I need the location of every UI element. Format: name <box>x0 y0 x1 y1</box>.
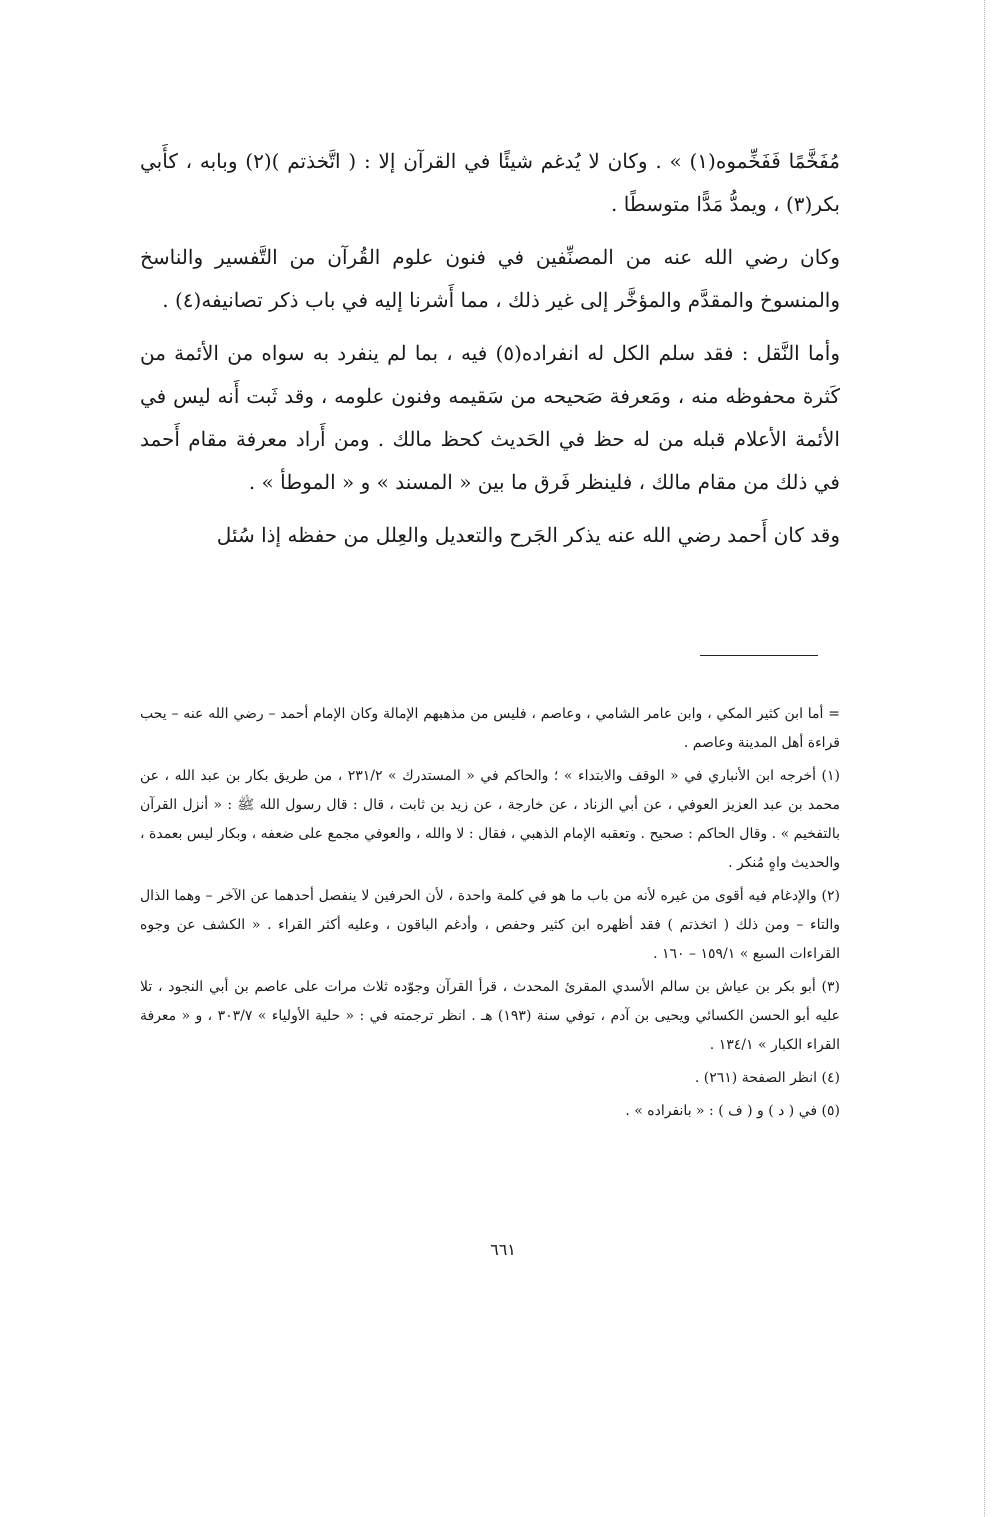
footnote-separator <box>700 655 818 656</box>
footnote-5: (٥) في ( د ) و ( ف ) : « بانفراده » . <box>625 1103 840 1119</box>
page-number: ٦٦١ <box>490 1240 516 1259</box>
footnote-continuation: = أما ابن كثير المكي ، وابن عامر الشامي ، وعاصم ، فليس من مذهبهم الإمالة وكان الإمام أحمد – رضي الله عنه – يحب قراءة أهل المدينة وعاصم . <box>140 706 840 751</box>
page-edge-line <box>984 0 985 1517</box>
footnote-1: (١) أخرجه ابن الأنباري في « الوقف والابتداء » ؛ والحاكم في « المستدرك » ٢٣١/٢ ، من طريق بكار بن عبد الله ، عن محمد بن عبد العزيز العوفي ، عن أبي الزناد ، عن خارجة ، عن زيد بن ثابت ، قال : قال رسول الله ﷺ : « أنزل القرآن بالتفخيم » . وقال الحاكم : صحيح . وتعقبه الإمام الذهبي ، فقال : لا والله ، والعوفي مجمع على ضعفه ، وبكار ليس بعمدة ، والحديث واهٍ مُنكر . <box>140 768 840 871</box>
footnote-2: (٢) والإدغام فيه أقوى من غيره لأنه من باب ما هو في كلمة واحدة ، لأن الحرفين لا ينفصل أحدهما عن الآخر – وهما الذال والتاء – ومن ذلك ( اتخذتم ) فقد أظهره ابن كثير وحفص ، وأدغم الباقون ، وعليه أكثر القراء . « الكشف عن وجوه القراءات السبع » ١٥٩/١ – ١٦٠ . <box>140 888 840 962</box>
paragraph: وكان رضي الله عنه من المصنِّفين في فنون علوم القُرآن من التَّفسير والناسخ والمنسوخ والمقدَّم والمؤخَّر إلى غير ذلك ، مما أَشرنا إليه في باب ذكر تصانيفه(٤) . <box>140 245 840 312</box>
footnote-4: (٤) انظر الصفحة (٢٦١) . <box>694 1070 840 1086</box>
paragraph: مُفَخَّمًا فَفَخِّموه(١) » . وكان لا يُدغم شيئًا في القرآن إلا : ( اتَّخذتم )(٢) وبابه ، كأَبي بكر(٣) ، ويمدُّ مَدًّا متوسطًا . <box>140 149 840 216</box>
main-text <box>140 140 840 557</box>
paragraph: وأما النَّقل : فقد سلم الكل له انفراده(٥) فيه ، بما لم ينفرد به سواه من الأئمة من كَثرة محفوظه منه ، ومَعرفة صَحيحه من سَقيمه وفنون علومه ، وقد ثَبت أَنه ليس في الأئمة الأعلام قبله من له حظ في الحَديث كحظ مالك . ومن أَراد معرفة مقام أَحمد في ذلك من مقام مالك ، فلينظر فَرق ما بين « المسند » و « الموطأ » . <box>140 341 840 494</box>
paragraph: وقد كان أَحمد رضي الله عنه يذكر الجَرح والتعديل والعِلل من حفظه إذا سُئل <box>216 523 840 547</box>
footnote-3: (٣) أبو بكر بن عياش بن سالم الأسدي المقرئ المحدث ، قرأ القرآن وجوّده ثلاث مرات على عاصم بن أبي النجود ، تلا عليه أبو الحسن الكسائي ويحيى بن آدم ، توفي سنة (١٩٣) هـ . انظر ترجمته في : « حلية الأولياء » ٣٠٣/٧ ، و « معرفة القراء الكبار » ١٣٤/١ . <box>140 979 841 1053</box>
footnotes <box>140 700 840 1130</box>
